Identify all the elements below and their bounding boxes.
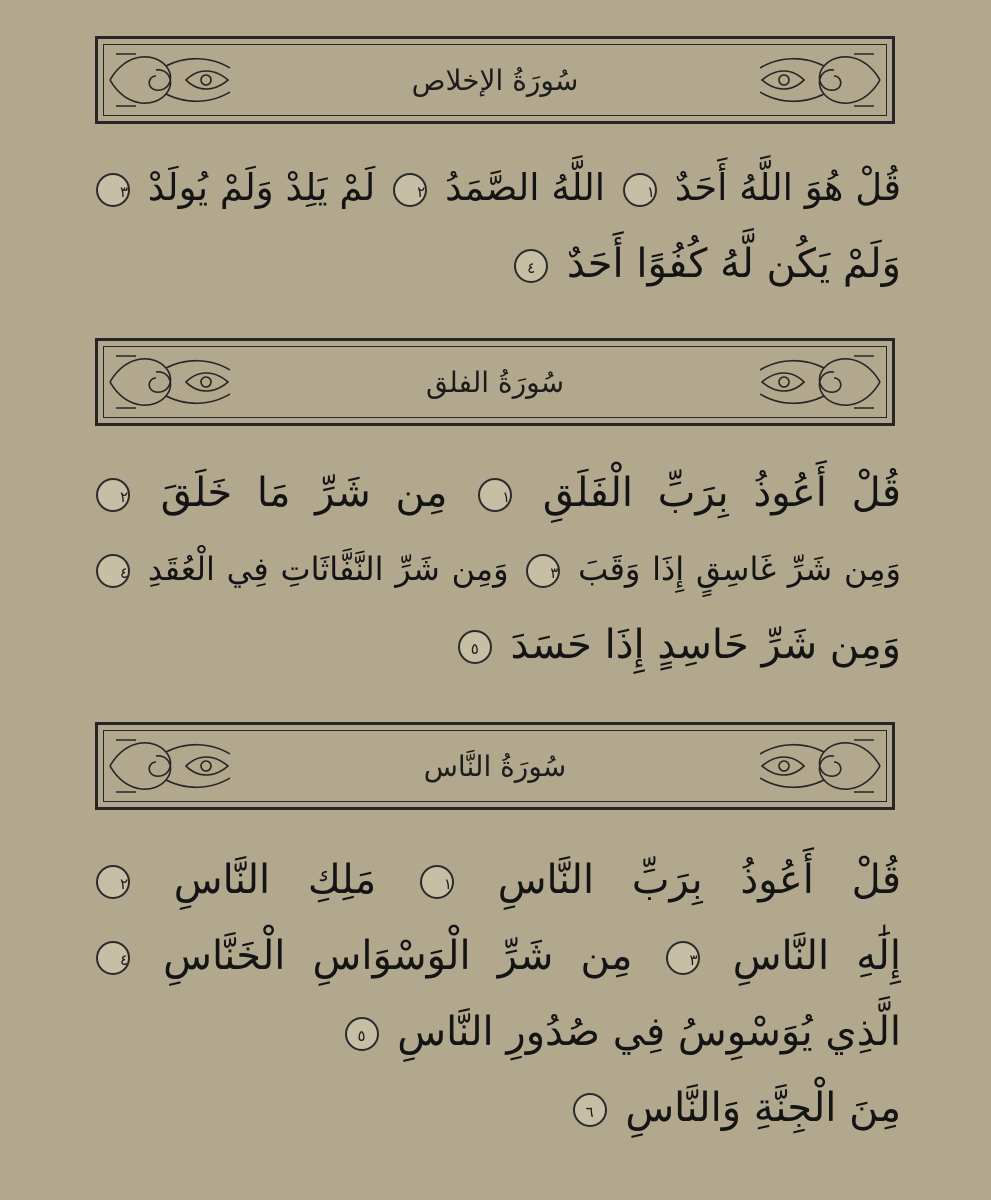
verse-line [90,226,901,302]
ornament-icon [754,348,884,416]
ayah-number-marker: ٤ [96,554,130,588]
surah-text-nas [90,842,901,1146]
ayah-text: قُلْ هُوَ اللَّهُ أَحَدٌ [674,166,902,209]
surah-header-ikhlas [95,36,895,124]
ayah-text: وَلَمْ يَكُن لَّهُ كُفُوًا أَحَدٌ [566,241,901,287]
ayah-number-marker: ٥ [345,1017,379,1051]
ayah-number-marker: ٦ [573,1093,607,1127]
verse-line [90,918,901,994]
ayah-text: الَّذِي يُوَسْوِسُ فِي صُدُورِ النَّاسِ [397,1009,901,1055]
ayah-text: اللَّهُ الصَّمَدُ [445,166,606,209]
ayah-text: وَمِن شَرِّ النَّفَّاثَاتِ فِي الْعُقَدِ [147,550,509,588]
ayah-number-marker: ١ [623,173,657,207]
surah-title: سُورَةُ النَّاس [423,749,567,783]
ayah-text: مِنَ الْجِنَّةِ وَالنَّاسِ [625,1085,901,1131]
ornament-icon [106,46,236,114]
ayah-text: لَمْ يَلِدْ وَلَمْ يُولَدْ [147,166,376,209]
ayah-text: وَمِن شَرِّ حَاسِدٍ إِذَا حَسَدَ [510,622,901,668]
ayah-text: مِن شَرِّ الْوَسْوَاسِ الْخَنَّاسِ [163,933,633,979]
ayah-number-marker: ٣ [666,941,700,975]
ornament-icon [106,348,236,416]
surah-header-falaq [95,338,895,426]
ayah-number-marker: ٣ [96,173,130,207]
ayah-text: مِن شَرِّ مَا خَلَقَ [160,470,448,516]
verse-line [90,1070,901,1146]
ayah-text: مَلِكِ النَّاسِ [173,857,377,903]
ornament-icon [106,732,236,800]
ayah-text: وَمِن شَرِّ غَاسِقٍ إِذَا وَقَبَ [578,550,902,588]
verse-line [90,455,901,531]
ayah-number-marker: ٢ [393,173,427,207]
ayah-number-marker: ٢ [96,478,130,512]
ornament-icon [754,732,884,800]
ayah-number-marker: ٢ [96,865,130,899]
surah-header-nas [95,722,895,810]
ayah-number-marker: ٤ [514,249,548,283]
ayah-number-marker: ١ [420,865,454,899]
surah-title: سُورَةُ الإخلاص [411,63,579,97]
verse-line [90,607,901,683]
verse-line [90,531,901,607]
ayah-text: إِلَٰهِ النَّاسِ [732,933,901,979]
verse-line [90,842,901,918]
ayah-number-marker: ٥ [458,630,492,664]
surah-text-ikhlas [90,150,901,302]
ayah-text: قُلْ أَعُوذُ بِرَبِّ الْفَلَقِ [542,470,901,516]
ayah-number-marker: ١ [478,478,512,512]
surah-text-falaq [90,455,901,683]
ornament-icon [754,46,884,114]
surah-title: سُورَةُ الفلق [425,365,565,399]
ayah-text: قُلْ أَعُوذُ بِرَبِّ النَّاسِ [497,857,902,903]
verse-line [90,994,901,1070]
ayah-number-marker: ٤ [96,941,130,975]
ayah-number-marker: ٣ [526,554,560,588]
verse-line [90,150,901,226]
